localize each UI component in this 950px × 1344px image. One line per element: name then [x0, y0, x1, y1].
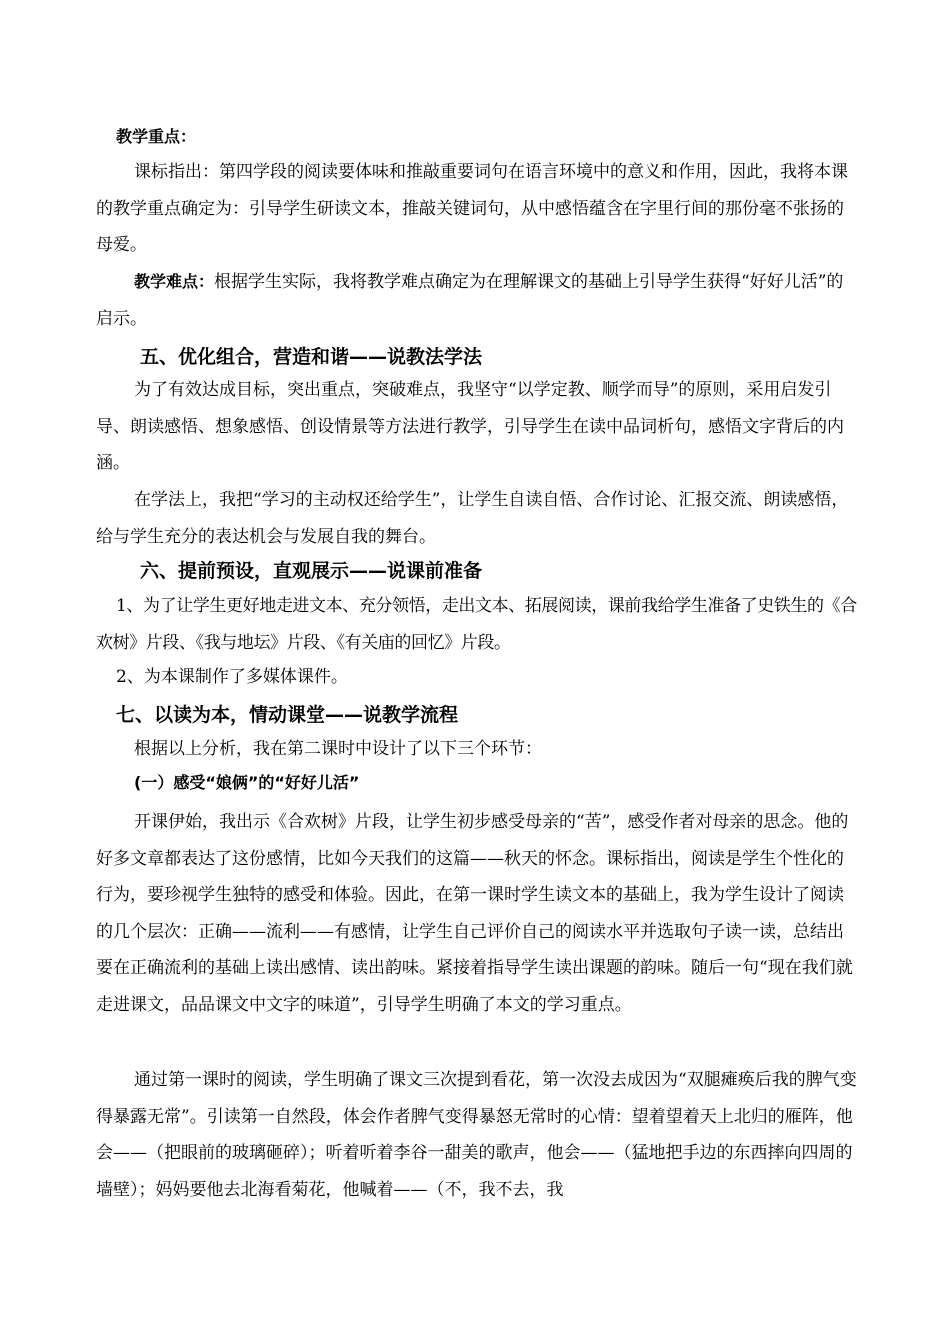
section5-paragraph-2: 在学法上，我把“学习的主动权还给学生”，让学生自读自悟、合作讨论、汇报交流、朗读感悟，给与学生充分的表达机会与发展自我的舞台。: [96, 490, 849, 547]
section7-subheading-1-text: (一）感受“娘俩”的“好好儿活”: [134, 773, 360, 792]
section7-paragraph-2: 通过第一课时的阅读，学生明确了课文三次提到看花，第一次没去成因为“双腿瘫痪后我的脾气变得暴露无常”。引读第一自然段，体会作者脾气变得暴怒无常时的心情：望着望着天上北归的雁阵，他会——（把眼前的玻璃砸碎）；听着听着李谷一甜美的歌声，他会——（猛地把手边的东西摔向四周的墙壁）；妈妈要他去北海看菊花，他喊着——（不，我不去，我: [96, 1070, 857, 1200]
section7-subheading-1: [134, 768, 359, 798]
difficulty-paragraph: [96, 264, 858, 337]
section6-item-1: 1、为了让学生更好地走进文本、充分领悟，走出文本、拓展阅读，课前我给学生准备了史铁生的《合欢树》片段、《我与地坛》片段、《有关庙的回忆》片段。: [96, 596, 857, 653]
section6-item-2: 2、为本课制作了多媒体课件。: [116, 667, 348, 687]
focus-paragraph: 课标指出：第四学段的阅读要体味和推敲重要词句在语言环境中的意义和作用，因此，我将本课的教学重点确定为：引导学生研读文本，推敲关键词句，从中感悟蕴含在字里行间的那份毫不张扬的母爱。: [96, 162, 848, 255]
difficulty-label: 教学难点：: [134, 272, 215, 291]
section5-heading: 五、优化组合，营造和谐——说教法学法: [140, 346, 483, 368]
section6-heading: 六、提前预设，直观展示——说课前准备: [140, 560, 483, 582]
section7-intro: 根据以上分析，我在第二课时中设计了以下三个环节：: [134, 739, 542, 759]
section7-heading: 七、以读为本，情动课堂——说教学流程: [116, 704, 459, 726]
section7-paragraph-1: 开课伊始，我出示《合欢树》片段，让学生初步感受母亲的“苦”，感受作者对母亲的思念。他的好多文章都表达了这份感情，比如今天我们的这篇——秋天的怀念。课标指出，阅读是学生个性化的行为，要珍视学生独特的感受和体验。因此，在第一课时学生读文本的基础上，我为学生设计了阅读的几个层次：正确——流利——有感情，让学生自己评价自己的阅读水平并选取句子读一读，总结出要在正确流利的基础上读出感情、读出韵味。紧接着指导学生读出课题的韵味。随后一句“现在我们就走进课文，品品课文中文字的味道”，引导学生明确了本文的学习重点。: [96, 812, 853, 1015]
section5-paragraph-1: 为了有效达成目标，突出重点，突破难点，我坚守“以学定教、顺学而导”的原则，采用启发引导、朗读感悟、想象感悟、创设情景等方法进行教学，引导学生在读中品词析句，感悟文字背后的内涵。: [96, 380, 844, 473]
difficulty-text: 根据学生实际，我将教学难点确定为在理解课文的基础上引导学生获得“好好儿活”的启示。: [96, 272, 844, 329]
focus-label-line: [116, 122, 196, 152]
focus-label: 教学重点：: [116, 127, 197, 146]
